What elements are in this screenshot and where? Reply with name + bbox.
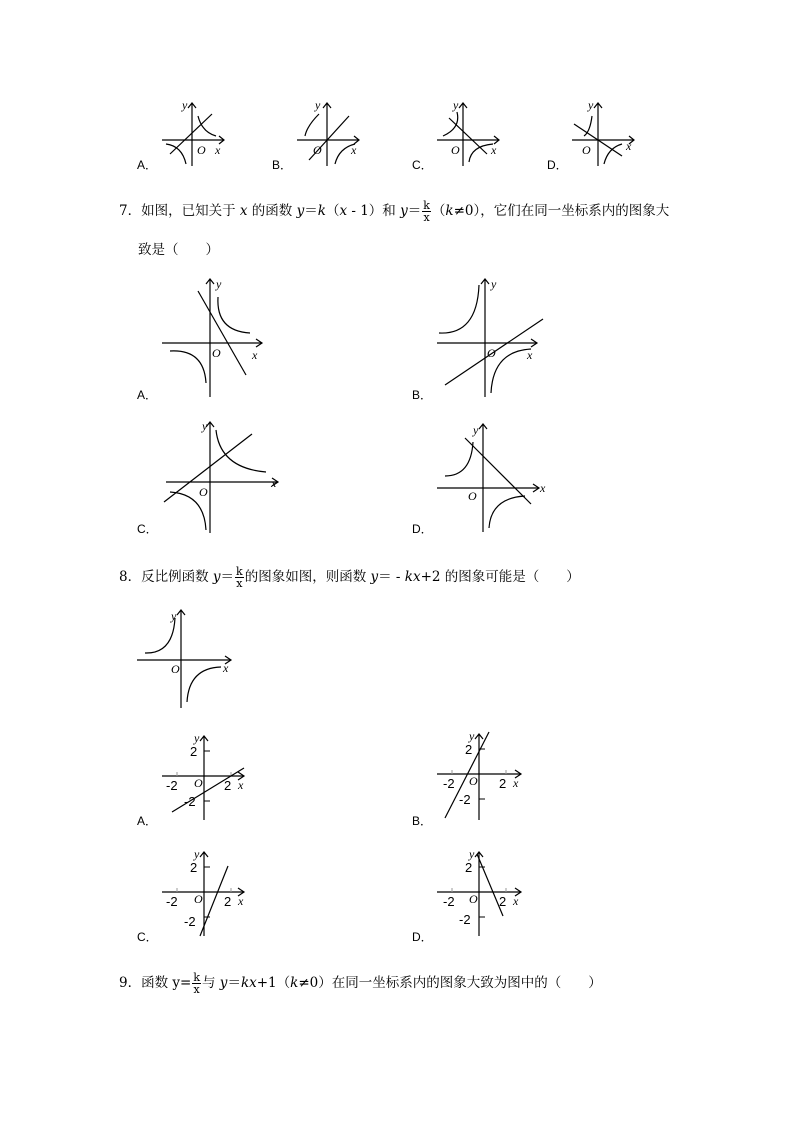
tick-label-x-2: 2 [224, 778, 232, 793]
axis-label-y: y [588, 98, 594, 112]
tick-label-x-neg2: -2 [443, 776, 455, 791]
axis-label-x: x [271, 476, 277, 490]
q6-option-d[interactable]: D． [547, 158, 568, 172]
tick-label-y-neg2: -2 [459, 912, 471, 927]
q8-graph-b [433, 730, 528, 822]
axis-label-y: y [453, 98, 459, 112]
tick-label-y-2: 2 [190, 744, 198, 759]
axis-label-x: x [513, 776, 519, 790]
axis-label-x: x [513, 894, 519, 908]
q7-graph-b [435, 275, 550, 400]
q8-graph-a [158, 732, 253, 822]
origin-label: O [313, 143, 322, 157]
q7-graph-a [160, 275, 275, 400]
axis-label-y: y [216, 277, 222, 291]
axis-label-x: x [215, 143, 221, 157]
origin-label: O [212, 346, 221, 360]
origin-label: O [451, 143, 460, 157]
axis-label-y: y [469, 729, 475, 743]
axis-label-y: y [315, 98, 321, 112]
q7-option-a[interactable]: A． [137, 388, 158, 402]
q8-graph-c [158, 848, 253, 938]
tick-label-y-2: 2 [465, 860, 473, 875]
origin-label: O [487, 346, 496, 360]
axis-label-y: y [473, 423, 479, 437]
q8-option-a[interactable]: A． [137, 814, 158, 828]
tick-label-y-neg2: -2 [184, 914, 196, 929]
tick-label-x-2: 2 [499, 894, 507, 909]
tick-label-y-2: 2 [190, 860, 198, 875]
fraction-k-over-x: $\frac{k}{x}$ [193, 971, 200, 996]
axis-label-x: x [527, 348, 533, 362]
axis-label-x: x [626, 139, 632, 153]
origin-label: O [199, 485, 208, 499]
axis-label-x: x [238, 894, 244, 908]
question-number: 8． [119, 569, 142, 585]
axis-label-y: y [171, 609, 177, 623]
q8-option-b[interactable]: B． [412, 814, 433, 828]
q9-stem: 9．函数 y= $\frac{k}{x}$ 与 y＝kx+1（k≠0）在同一坐标系内的图象大致为图中的（ ） [119, 971, 602, 996]
q7-graph-c [160, 418, 285, 536]
question-number: 9． [119, 975, 142, 991]
question-number: 7． [119, 203, 142, 219]
axis-label-x: x [351, 143, 357, 157]
axis-label-x: x [252, 348, 258, 362]
origin-label: O [194, 892, 203, 906]
axis-label-y: y [182, 98, 188, 112]
tick-label-y-neg2: -2 [459, 792, 471, 807]
q8-option-c[interactable]: C． [137, 930, 158, 944]
axis-label-x: x [491, 143, 497, 157]
q6-graph-c [435, 98, 505, 168]
origin-label: O [469, 892, 478, 906]
axis-label-y: y [491, 277, 497, 291]
tick-label-y-neg2: -2 [184, 794, 196, 809]
q6-graph-a [160, 98, 230, 168]
q7-option-b[interactable]: B． [412, 388, 433, 402]
tick-label-x-neg2: -2 [166, 778, 178, 793]
origin-label: O [469, 774, 478, 788]
tick-label-x-2: 2 [499, 776, 507, 791]
q6-option-a[interactable]: A． [137, 158, 158, 172]
q7-graph-d [435, 420, 553, 535]
axis-label-x: x [223, 661, 229, 675]
q6-graph-d [570, 98, 640, 168]
tick-label-x-2: 2 [224, 894, 232, 909]
origin-label: O [194, 776, 203, 790]
axis-label-y: y [194, 731, 200, 745]
q8-option-d[interactable]: D． [412, 930, 433, 944]
q7-option-c[interactable]: C． [137, 522, 158, 536]
fraction-k-over-x: $\frac{k}{x}$ [423, 199, 430, 224]
origin-label: O [582, 143, 591, 157]
tick-label-y-2: 2 [465, 742, 473, 757]
tick-label-x-neg2: -2 [443, 894, 455, 909]
q8-reference-graph [135, 606, 240, 711]
tick-label-x-neg2: -2 [166, 894, 178, 909]
q8-stem: 8．反比例函数 y＝ $\frac{k}{x}$ 的图象如图，则函数 y＝ - kx+2 的图象可能是（ ） [119, 565, 580, 590]
q6-option-c[interactable]: C． [412, 158, 433, 172]
fraction-k-over-x: $\frac{k}{x}$ [236, 565, 243, 590]
q6-option-b[interactable]: B． [272, 158, 293, 172]
origin-label: O [197, 143, 206, 157]
axis-label-y: y [202, 419, 208, 433]
q7-stem-line1: 7．如图，已知关于 x 的函数 y＝k（x - 1）和 y＝ $\frac{k}{x}$ （k≠0），它们在同一坐标系内的图象大 [119, 199, 670, 224]
origin-label: O [171, 662, 180, 676]
q8-graph-d [433, 848, 528, 938]
q7-option-d[interactable]: D． [412, 522, 433, 536]
origin-label: O [468, 489, 477, 503]
axis-label-y: y [469, 847, 475, 861]
axis-label-x: x [540, 481, 546, 495]
q7-stem-line2: 致是（ ） [138, 242, 219, 258]
q6-graph-b [295, 98, 365, 168]
axis-label-x: x [238, 778, 244, 792]
axis-label-y: y [194, 847, 200, 861]
